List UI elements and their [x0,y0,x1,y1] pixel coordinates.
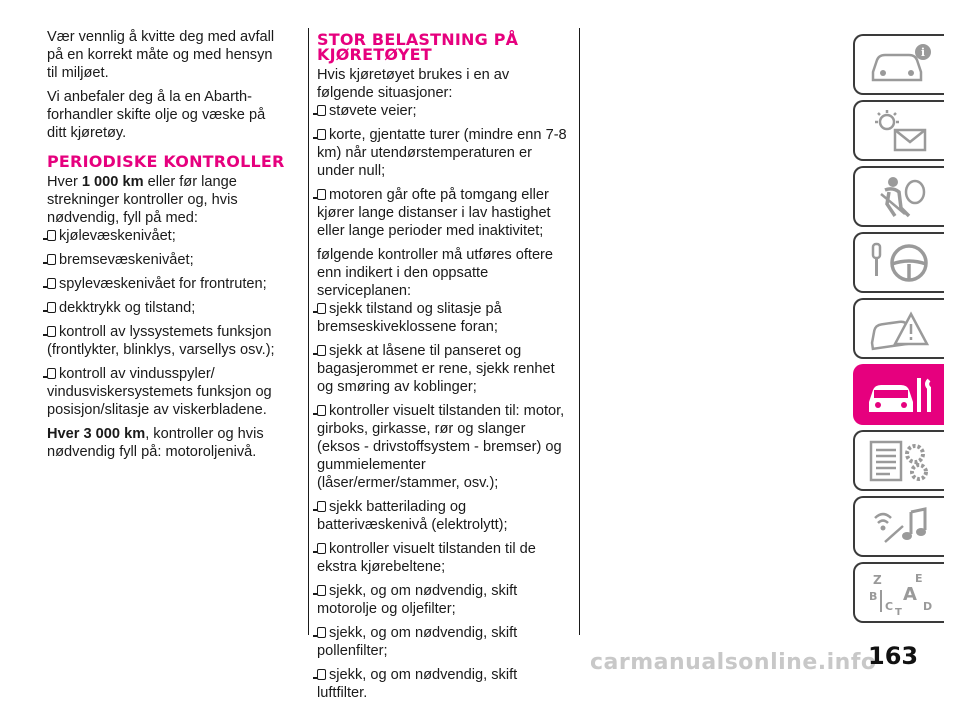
interval-bold: 1 000 km [81,174,144,190]
checkbox-bullet-icon [317,627,326,638]
checkbox-bullet-icon [317,501,326,512]
middle-column [317,28,570,708]
column-divider [308,28,309,635]
list-item [317,498,570,534]
checkbox-bullet-icon [317,405,326,416]
conditions-list [317,102,570,240]
tab-car-info[interactable] [853,34,944,95]
list-item-text: kontroll av lyssystemets funksjon (frontlykter, blinklys, varsellys osv.); [47,324,275,358]
list-item-text: sjekk, og om nødvendig, skift pollenfilter; [317,625,518,659]
tab-multimedia[interactable] [853,496,944,557]
list-item-text: sjekk, og om nødvendig, skift motorolje og oljefilter; [317,583,518,617]
index-letter: B [868,589,877,603]
index-letter: A [902,583,917,605]
checkbox-bullet-icon [317,303,326,314]
svg-text:i: i [920,45,925,59]
list-item-text: kontroller visuelt tilstanden til: motor, girboks, girkasse, rør og slanger (eksos - drivstoffsystem - bremser) og gummielementer (låser/ermer/stammer, osv.); [317,403,565,491]
emergency-icon [865,306,935,352]
tab-warning-lights[interactable] [853,100,944,161]
index-letter: E [914,571,923,585]
text-prefix: Hver [47,174,82,190]
checkbox-bullet-icon [317,543,326,554]
multimedia-icon [865,504,935,550]
index-letter: Z [872,572,882,587]
heavy-use-intro: Hvis kjøretøyet brukes i en av følgende situasjoner: [317,67,510,101]
maintenance-icon [865,372,935,418]
index-letter: T [894,606,902,616]
section-heading-periodic: PERIODISKE KONTROLLER [47,152,285,171]
checks-list [317,300,570,702]
list-item-text: motoren går ofte på tomgang eller kjører lange distanser i lav hastighet eller lange perioder med inaktivitet; [317,187,551,239]
checkbox-bullet-icon [317,345,326,356]
checkbox-bullet-icon [47,368,56,379]
interval-bold: Hver 3 000 km [47,426,146,442]
left-column [47,28,287,467]
checkbox-bullet-icon [47,230,56,241]
warning-lights-icon [865,108,935,154]
page-number: 163 [868,642,919,670]
checkbox-bullet-icon [47,302,56,313]
list-item-text: sjekk, og om nødvendig, skift luftfilter. [317,667,518,701]
tab-starting-driving[interactable] [853,232,944,293]
list-item [317,126,570,180]
list-item [47,323,287,359]
checkbox-bullet-icon [47,326,56,337]
checkbox-bullet-icon [317,129,326,140]
periodic-check-list [47,227,287,419]
list-item [47,227,287,245]
list-item-text: sjekk at låsene til panseret og bagasjerommet er rene, sjekk renhet og smøring av koblinger; [317,343,555,395]
index-letter: C [884,599,893,613]
index-icon [865,570,935,616]
list-item [317,624,570,660]
list-item [47,365,287,419]
list-item [317,102,570,120]
list-item-text: kontroll av vindusspyler/ vindusviskersystemets funksjon og posisjon/slitasje av viskerbladene. [47,366,272,418]
checkbox-bullet-icon [317,669,326,680]
list-item-text: kjølevæskenivået; [59,228,176,244]
list-item-text: støvete veier; [329,103,417,119]
checkbox-bullet-icon [317,105,326,116]
text-suffix: eller før lange strekninger kontroller og, hvis nødvendig, fyll på med: [47,174,238,226]
checkbox-bullet-icon [317,585,326,596]
list-item-text: bremsevæskenivået; [59,252,194,268]
list-item-text: sjekk batterilading og batterivæskenivå (elektrolytt); [317,499,508,533]
intro-paragraph-2: Vi anbefaler deg å la en Abarth-forhandler skifte olje og væske på ditt kjøretøy. [47,89,266,141]
checks-intro: følgende kontroller må utføres oftere enn indikert i den oppsatte serviceplanen: [317,247,554,299]
list-item [47,251,287,269]
safety-airbag-icon [865,174,935,220]
intro-paragraph-1: Vær vennlig å kvitte deg med avfall på en korrekt måte og med hensyn til miljøet. [47,29,275,81]
starting-driving-icon [865,240,935,286]
periodic-intro [47,173,287,227]
list-item [47,299,287,317]
text-suffix: , kontroller og hvis nødvendig fyll på: motoroljenivå. [47,426,264,460]
list-item-text: spylevæskenivået for frontruten; [59,276,267,292]
tab-emergency[interactable] [853,298,944,359]
list-item [317,666,570,702]
tab-safety[interactable] [853,166,944,227]
oil-check-paragraph [47,425,287,461]
car-info-icon [865,42,935,88]
list-item-text: dekktrykk og tilstand; [59,300,196,316]
chapter-tabs [853,34,945,628]
column-divider [579,28,580,635]
list-item [47,275,287,293]
list-item-text: kontroller visuelt tilstanden til de ekstra kjørebeltene; [317,541,536,575]
tab-index[interactable] [853,562,944,623]
list-item [317,582,570,618]
list-item [317,402,570,492]
checkbox-bullet-icon [317,189,326,200]
section-heading-heavy-use: STOR BELASTNING PÅ KJØRETØYET [317,30,519,64]
tab-maintenance[interactable] [853,364,944,425]
checkbox-bullet-icon [47,278,56,289]
list-item [317,540,570,576]
list-item [317,300,570,336]
list-item [317,186,570,240]
list-item [317,342,570,396]
technical-data-icon [865,438,935,484]
checkbox-bullet-icon [47,254,56,265]
index-letter: D [922,599,932,613]
list-item-text: korte, gjentatte turer (mindre enn 7-8 km) når utendørstemperaturen er under null; [317,127,567,179]
list-item-text: sjekk tilstand og slitasje på bremseskiveklossene foran; [317,301,502,335]
tab-technical-data[interactable] [853,430,944,491]
watermark: carmanualsonline.info [590,650,877,675]
